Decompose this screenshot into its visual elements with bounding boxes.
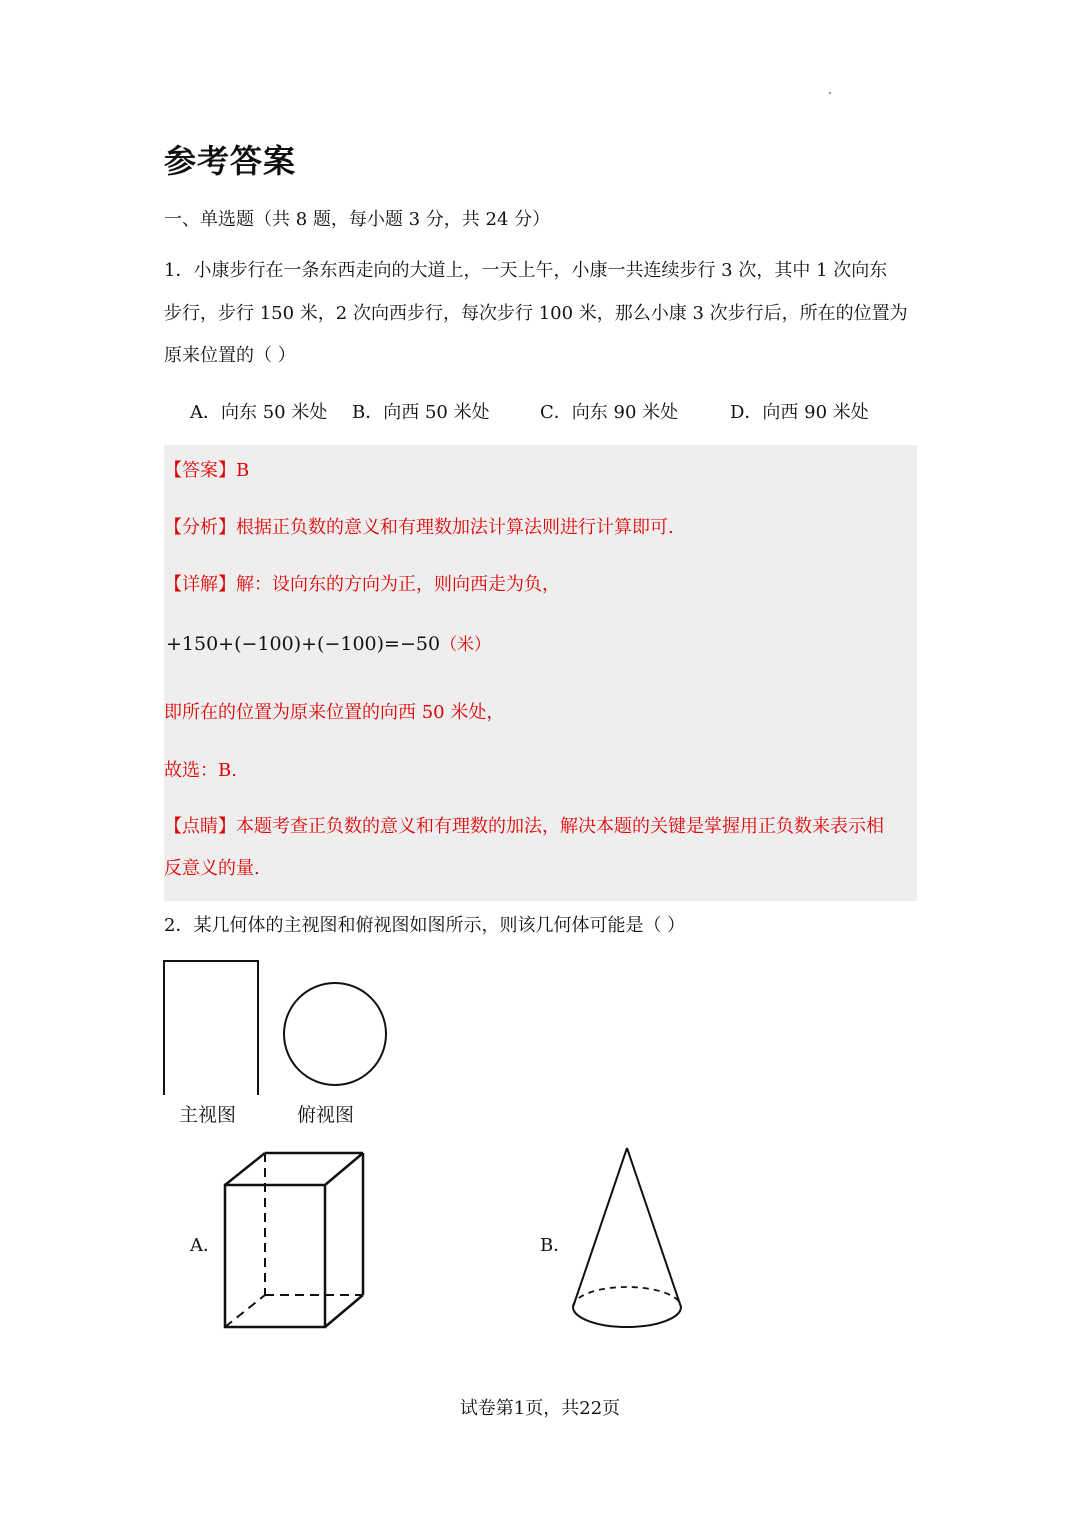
analysis-tag: 【分析】 — [164, 517, 236, 538]
page-title: 参考答案 — [164, 142, 297, 180]
q2-views-figure — [160, 955, 400, 1095]
q2-text: 2．某几何体的主视图和俯视图如图所示，则该几何体可能是（ ） — [164, 915, 686, 936]
detail-text: 解：设向东的方向为正，则向西走为负， — [236, 574, 560, 595]
equation-unit: （米） — [440, 635, 492, 655]
q1-option-a: A．向东 50 米处 — [190, 402, 328, 423]
q2-option-a-label: A． — [190, 1235, 221, 1256]
q2-option-b-label: B． — [540, 1235, 572, 1256]
answer-line — [164, 456, 249, 482]
top-view-circle — [284, 983, 386, 1085]
choice-line: 故选：B. — [164, 760, 237, 781]
page-footer: 试卷第1页，共22页 — [459, 1398, 621, 1419]
detail-line — [164, 570, 560, 596]
comment-text-1: 本题考查正负数的意义和有理数的加法，解决本题的关键是掌握用正负数来表示相 — [236, 816, 884, 837]
answer-tag: 【答案】 — [164, 460, 236, 481]
front-view-rect — [164, 961, 258, 1095]
detail-tag: 【详解】 — [164, 574, 236, 595]
prism-figure — [215, 1145, 375, 1335]
q1-option-c: C．向东 90 米处 — [540, 402, 679, 423]
front-view-label: 主视图 — [179, 1104, 237, 1126]
section-heading: 一、单选题（共 8 题，每小题 3 分，共 24 分） — [164, 209, 551, 230]
comment-tag: 【点睛】 — [164, 816, 236, 837]
equation: +150+(−100)+(−100)=−50 — [166, 633, 441, 655]
scan-dot — [829, 92, 831, 94]
q1-line-3: 原来位置的（ ） — [164, 345, 296, 366]
q1-line-1: 1．小康步行在一条东西走向的大道上，一天上午，小康一共连续步行 3 次，其中 1 次向东 — [164, 260, 888, 281]
q1-option-b: B．向西 50 米处 — [352, 402, 490, 423]
comment-line-2: 反意义的量. — [164, 858, 260, 879]
analysis-text: 根据正负数的意义和有理数加法计算法则进行计算即可. — [236, 517, 674, 538]
top-view-label: 俯视图 — [297, 1104, 355, 1126]
analysis-line — [164, 513, 674, 539]
comment-line-1 — [164, 812, 884, 838]
q1-option-d: D．向西 90 米处 — [730, 402, 869, 423]
position-line: 即所在的位置为原来位置的向西 50 米处， — [164, 702, 505, 723]
answer-value: B — [236, 460, 250, 481]
cone-figure — [565, 1140, 695, 1340]
q1-line-2: 步行，步行 150 米，2 次向西步行，每次步行 100 米，那么小康 3 次步行后，所在的位置为 — [164, 303, 908, 324]
equation-line — [166, 630, 491, 655]
